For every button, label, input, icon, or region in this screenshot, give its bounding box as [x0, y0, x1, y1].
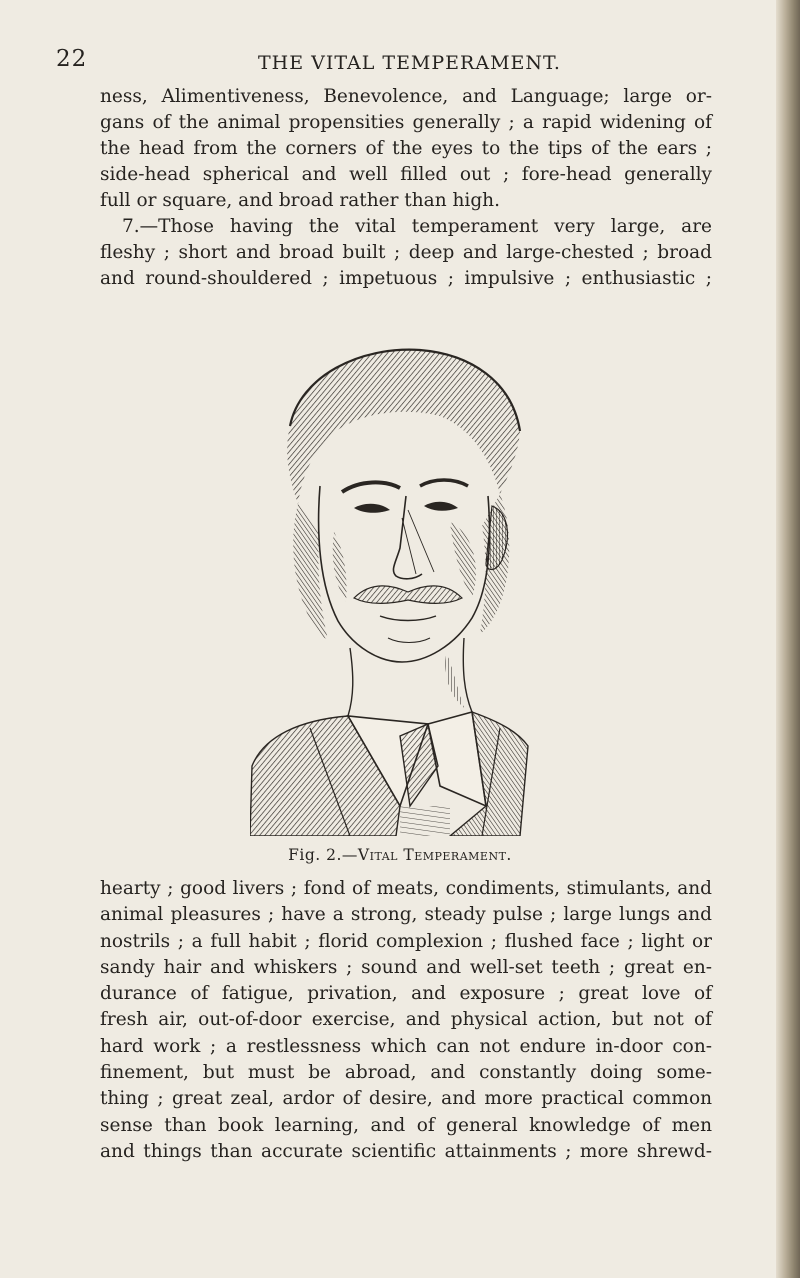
- text-line: and round-shouldered ; impetuous ; impulsive ; enthusiastic ;: [100, 268, 712, 289]
- text-line: nostrils ; a full habit ; florid complexion ; flushed face ; light or: [100, 930, 712, 952]
- text-line: full or square, and broad rather than high.: [100, 190, 500, 211]
- page-number: 22: [56, 46, 88, 72]
- text-line: fleshy ; short and broad built ; deep and large-chested ; broad: [100, 242, 712, 263]
- paragraph-bottom: [100, 876, 712, 1165]
- text-line: sense than book learning, and of general knowledge of men: [100, 1114, 712, 1136]
- text-line: side-head spherical and well filled out ; fore-head generally: [100, 164, 712, 185]
- text-line: the head from the corners of the eyes to the tips of the ears ;: [100, 138, 712, 159]
- text-line: sandy hair and whiskers ; sound and well-set teeth ; great en-: [100, 956, 712, 978]
- figure-caption: [0, 846, 800, 864]
- text-line: finement, but must be abroad, and constantly doing some-: [100, 1062, 712, 1084]
- text-line: ness, Alimentiveness, Benevolence, and Language; large or-: [100, 86, 712, 107]
- caption-title: —Vital Temperament.: [341, 846, 512, 864]
- text-line: 7.—Those having the vital temperament very large, are: [122, 216, 712, 237]
- portrait-engraving-icon: [250, 336, 540, 836]
- running-head: THE VITAL TEMPERAMENT.: [258, 52, 561, 74]
- paragraph-top: [100, 84, 712, 292]
- caption-label: Fig. 2.: [288, 846, 342, 864]
- text-line: fresh air, out-of-door exercise, and physical action, but not of: [100, 1009, 712, 1031]
- text-line: gans of the animal propensities generally ; a rapid widening of: [100, 112, 712, 133]
- text-line: durance of fatigue, privation, and exposure ; great love of: [100, 983, 712, 1005]
- text-line: and things than accurate scientific attainments ; more shrewd-: [100, 1140, 712, 1162]
- text-line: thing ; great zeal, ardor of desire, and more practical common: [100, 1088, 712, 1110]
- text-line: hard work ; a restlessness which can not endure in-door con-: [100, 1035, 712, 1057]
- text-line: animal pleasures ; have a strong, steady pulse ; large lungs and: [100, 904, 712, 926]
- page-edge-shadow: [776, 0, 800, 1278]
- text-line: hearty ; good livers ; fond of meats, condiments, stimulants, and: [100, 878, 712, 899]
